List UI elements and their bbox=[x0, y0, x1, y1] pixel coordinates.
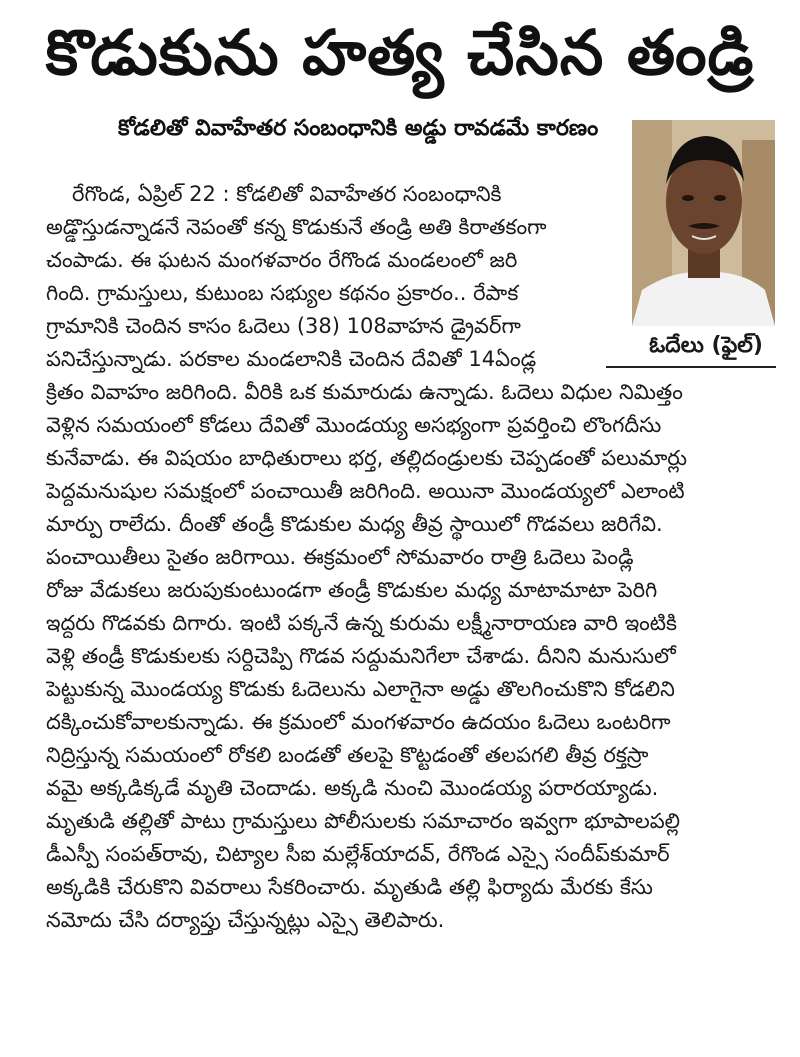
body-line: చంపాడు. ఈ ఘటన మంగళవారం రేగొండ మండలంలో జరి bbox=[46, 248, 518, 272]
body-line: పనిచేస్తున్నాడు. పరకాల మండలానికి చెందిన దేవితో 14ఏండ్ల bbox=[46, 347, 537, 371]
body-line: ఇద్దరు గొడవకు దిగారు. ఇంటి పక్కనే ఉన్న కురుమ లక్ష్మీనారాయణ వారి ఇంటికి bbox=[46, 611, 677, 635]
body-line: మార్పు రాలేదు. దీంతో తండ్రీ కొడుకుల మధ్య తీవ్ర స్థాయిలో గొడవలు జరిగేవి. bbox=[46, 512, 663, 536]
body-line: పంచాయితీలు సైతం జరిగాయి. ఈక్రమంలో సోమవారం రాత్రి ఓదెలు పెండ్లి bbox=[46, 545, 634, 569]
body-line: వెళ్లిన సమయంలో కోడలు దేవితో మొండయ్య అసభ్యంగా ప్రవర్తించి లొంగదీసు bbox=[46, 413, 662, 437]
body-line: రేగొండ, ఏప్రిల్ 22 : కోడలితో వివాహేతర సంబంధానికి bbox=[72, 182, 502, 206]
body-line: వెళ్లి తండ్రీ కొడుకులకు సర్దిచెప్పి గొడవ సద్దుమనిగేలా చేశాడు. దీనిని మనుసులో bbox=[46, 644, 676, 668]
body-line: నిద్రిస్తున్న సమయంలో రోకలి బండతో తలపై కొట్టడంతో తలపగలి తీవ్ర రక్తస్రా bbox=[46, 743, 649, 767]
body-line: దక్కించుకోవాలకున్నాడు. ఈ క్రమంలో మంగళవారం ఉదయం ఓదెలు ఒంటరిగా bbox=[46, 710, 671, 734]
headline: కొడుకును హత్య చేసిన తండ్రి bbox=[45, 16, 755, 89]
body-line: పెద్దమనుషుల సమక్షంలో పంచాయితీ జరిగింది. అయినా మొండయ్యలో ఎలాంటి bbox=[46, 479, 685, 503]
body-line: మృతుడి తల్లితో పాటు గ్రామస్తులు పోలీసులకు సమాచారం ఇవ్వగా భూపాలపల్లి bbox=[46, 809, 681, 833]
photo-caption: ఓదేలు (ఫైల్) bbox=[649, 333, 763, 358]
body-line: అక్కడికి చేరుకొని వివరాలు సేకరించారు. మృతుడి తల్లి ఫిర్యాదు మేరకు కేసు bbox=[46, 875, 653, 899]
body-line: డీఎస్పీ సంపత్‌రావు, చిట్యాల సీఐ మల్లేశ్‌యాదవ్, రేగొండ ఎస్సై సందీప్‌కుమార్ bbox=[46, 842, 670, 866]
body-line: కునేవాడు. ఈ విషయం బాధితురాలు భర్త, తల్లిదండ్రులకు చెప్పడంతో పలుమార్లు bbox=[46, 446, 688, 470]
body-line: క్రితం వివాహం జరిగింది. వీరికి ఒక కుమారుడు ఉన్నాడు. ఓదెలు విధుల నిమిత్తం bbox=[46, 380, 683, 404]
caption-divider bbox=[606, 366, 776, 368]
body-line: గ్రామానికి చెందిన కాసం ఓదెలు (38) 108వాహన డ్రైవర్‌గా bbox=[46, 314, 521, 338]
body-line: అడ్డొస్తుడన్నాడనే నెపంతో కన్న కొడుకునే తండ్రి అతి కిరాతకంగా bbox=[46, 215, 547, 239]
body-line: నమోదు చేసి దర్యాప్తు చేస్తున్నట్లు ఎస్సై తెలిపారు. bbox=[46, 908, 445, 932]
body-line: వమై అక్కడిక్కడే మృతి చెందాడు. అక్కడి నుంచి మొండయ్య పరారయ్యాడు. bbox=[46, 776, 659, 800]
subheadline: కోడలితో వివాహేతర సంబంధానికి అడ్డు రావడమే కారణం bbox=[118, 116, 599, 141]
person-photo bbox=[632, 120, 775, 326]
body-line: పెట్టుకున్న మొండయ్య కొడుకు ఓదెలును ఎలాగైనా అడ్డు తొలగించుకొని కోడలిని bbox=[46, 677, 675, 701]
body-line: రోజు వేడుకలు జరుపుకుంటుండగా తండ్రీ కొడుకుల మధ్య మాటామాటా పెరిగి bbox=[46, 578, 658, 602]
body-line: గింది. గ్రామస్తులు, కుటుంబ సభ్యుల కథనం ప్రకారం.. రేపాక bbox=[46, 281, 519, 305]
